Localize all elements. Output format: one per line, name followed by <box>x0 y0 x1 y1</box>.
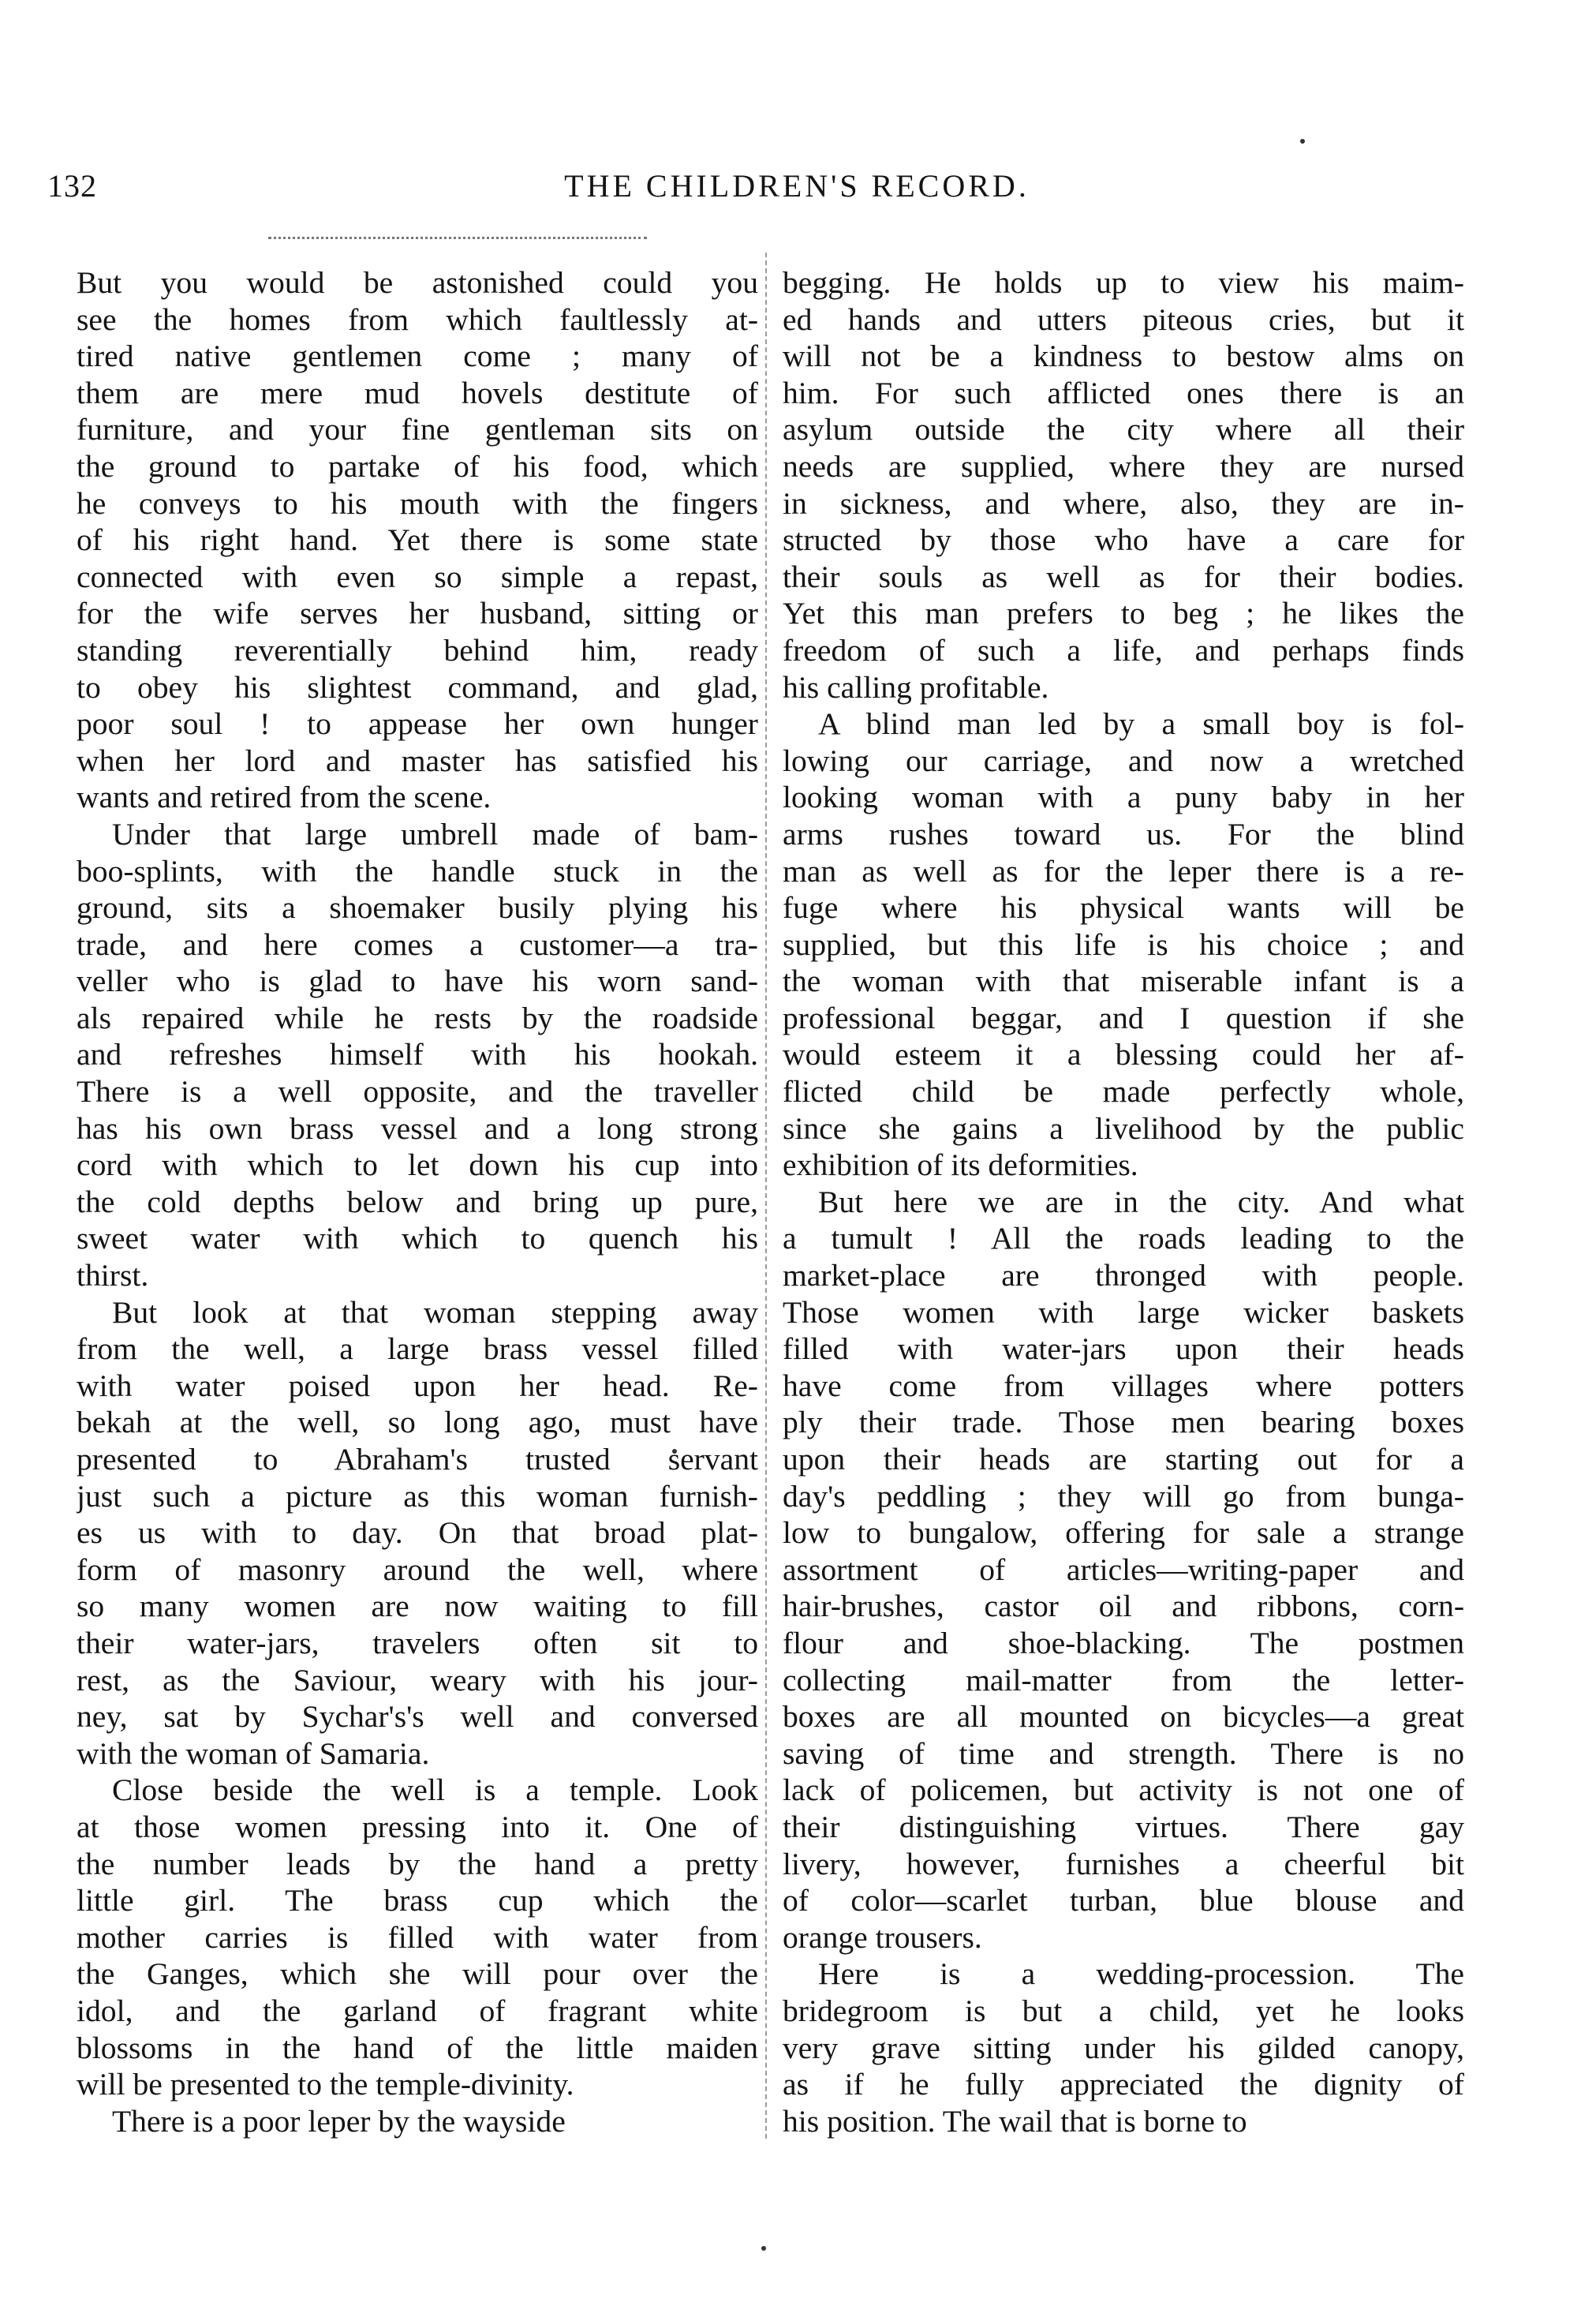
text-line: es us with to day. On that broad plat- <box>77 1515 758 1551</box>
text-line: orange trousers. <box>783 1919 982 1955</box>
text-line: wants and retired from the scene. <box>77 780 492 815</box>
text-line: thirst. <box>77 1258 149 1293</box>
text-line: structed by those who have a care for <box>783 522 1464 558</box>
text-line: for the wife serves her husband, sitting or <box>77 596 758 631</box>
text-line: have come from villages where potters <box>783 1368 1464 1403</box>
text-line: the woman with that miserable infant is a <box>783 964 1464 999</box>
text-line: freedom of such a life, and perhaps finds <box>783 632 1464 668</box>
text-line: sweet water with which to quench his <box>77 1221 758 1256</box>
text-line: filled with water-jars upon their heads <box>783 1331 1464 1367</box>
page-number: 132 <box>47 168 97 204</box>
text-line: flicted child be made perfectly whole, <box>783 1074 1464 1110</box>
text-line: arms rushes toward us. For the blind <box>783 816 1464 852</box>
text-line: trade, and here comes a customer—a tra- <box>77 926 758 962</box>
text-line: There is a well opposite, and the traveller <box>77 1074 758 1110</box>
text-line: boo-splints, with the handle stuck in the <box>77 853 758 889</box>
text-line: from the well, a large brass vessel filled <box>77 1331 758 1367</box>
text-line: Yet this man prefers to beg ; he likes the <box>783 596 1464 631</box>
text-line: of color—scarlet turban, blue blouse and <box>783 1883 1464 1918</box>
text-line: as if he fully appreciated the dignity of <box>783 2067 1464 2102</box>
paragraph <box>77 2103 758 2140</box>
decorative-speck <box>1300 139 1305 144</box>
text-line: at those women pressing into it. One of <box>77 1809 758 1844</box>
text-line: will not be a kindness to bestow alms on <box>783 339 1464 374</box>
text-line: assortment of articles—writing-paper and <box>783 1552 1464 1587</box>
page-header <box>47 167 1546 215</box>
text-line: als repaired while he rests by the roadside <box>77 1000 758 1035</box>
text-line: so many women are now waiting to fill <box>77 1589 758 1624</box>
text-line: begging. He holds up to view his maim- <box>783 265 1464 300</box>
paragraph <box>783 1184 1464 1956</box>
text-line: blossoms in the hand of the little maiden <box>77 2030 758 2065</box>
text-line: mother carries is filled with water from <box>77 1919 758 1955</box>
text-line: idol, and the garland of fragrant white <box>77 1993 758 2028</box>
text-line: see the homes from which faultlessly at- <box>77 301 758 337</box>
text-line: But look at that woman stepping away <box>112 1294 758 1330</box>
text-line: rest, as the Saviour, weary with his jour- <box>77 1662 758 1697</box>
text-line: little girl. The brass cup which the <box>77 1883 758 1918</box>
text-line: and refreshes himself with his hookah. <box>77 1037 758 1072</box>
text-line: ney, sat by Sychar's's well and conversed <box>77 1699 758 1735</box>
text-line: furniture, and your fine gentleman sits on <box>77 412 758 447</box>
text-line: fuge where his physical wants will be <box>783 890 1464 926</box>
text-line: his calling profitable. <box>783 669 1049 705</box>
text-line: their water-jars, travelers often sit to <box>77 1625 758 1660</box>
text-line: collecting mail-matter from the letter- <box>783 1662 1464 1697</box>
text-line: when her lord and master has satisfied his <box>77 743 758 778</box>
text-line: ed hands and utters piteous cries, but it <box>783 301 1464 337</box>
paragraph <box>783 706 1464 1184</box>
text-line: in sickness, and where, also, they are in- <box>783 485 1464 521</box>
text-line: lack of policemen, but activity is not one of <box>783 1772 1464 1808</box>
text-line: A blind man led by a small boy is fol- <box>818 706 1464 742</box>
text-line: since she gains a livelihood by the public <box>783 1110 1464 1146</box>
text-line: very grave sitting under his gilded canopy, <box>783 2030 1464 2065</box>
text-line: Under that large umbrell made of bam- <box>112 816 758 852</box>
text-line: bekah at the well, so long ago, must have <box>77 1405 758 1440</box>
text-line: market-place are thronged with people. <box>783 1258 1464 1293</box>
paragraph <box>783 1956 1464 2139</box>
text-line: hair-brushes, castor oil and ribbons, corn- <box>783 1589 1464 1624</box>
text-line: needs are supplied, where they are nursed <box>783 448 1464 484</box>
text-line: Close beside the well is a temple. Look <box>112 1772 758 1808</box>
decorative-speck <box>761 2246 766 2251</box>
text-line: asylum outside the city where all their <box>783 412 1464 447</box>
text-line: with the woman of Samaria. <box>77 1735 430 1771</box>
text-line: boxes are all mounted on bicycles—a great <box>783 1699 1464 1735</box>
text-line: would esteem it a blessing could her af- <box>783 1037 1464 1072</box>
text-line: ply their trade. Those men bearing boxes <box>783 1405 1464 1440</box>
text-line: a tumult ! All the roads leading to the <box>783 1221 1464 1256</box>
text-line: livery, however, furnishes a cheerful bit <box>783 1846 1464 1881</box>
text-line: the number leads by the hand a pretty <box>77 1846 758 1881</box>
text-line: lowing our carriage, and now a wretched <box>783 743 1464 778</box>
text-line: ground, sits a shoemaker busily plying his <box>77 890 758 926</box>
text-line: he conveys to his mouth with the fingers <box>77 485 758 521</box>
left-column <box>77 264 758 2139</box>
text-line: tired native gentlemen come ; many of <box>77 339 758 374</box>
column-divider <box>765 253 767 2139</box>
paragraph <box>783 264 1464 706</box>
text-line: the Ganges, which she will pour over the <box>77 1956 758 1992</box>
text-line: day's peddling ; they will go from bunga- <box>783 1478 1464 1514</box>
text-line: Here is a wedding-procession. The <box>818 1956 1464 1992</box>
text-line: poor soul ! to appease her own hunger <box>77 706 758 742</box>
text-line: their distinguishing virtues. There gay <box>783 1809 1464 1844</box>
text-line: has his own brass vessel and a long strong <box>77 1110 758 1146</box>
text-line: But you would be astonished could you <box>77 265 758 300</box>
text-line: standing reverentially behind him, ready <box>77 632 758 668</box>
paragraph <box>77 1772 758 2102</box>
text-line: bridegroom is but a child, yet he looks <box>783 1993 1464 2028</box>
text-line: man as well as for the leper there is a re- <box>783 853 1464 889</box>
text-line: There is a poor leper by the wayside <box>112 2103 566 2139</box>
text-line: to obey his slightest command, and glad, <box>77 669 758 705</box>
text-line: cord with which to let down his cup into <box>77 1147 758 1183</box>
text-line: him. For such afflicted ones there is an <box>783 375 1464 410</box>
paragraph <box>77 816 758 1294</box>
text-line: professional beggar, and I question if she <box>783 1000 1464 1035</box>
right-column <box>783 264 1464 2139</box>
text-line: Those women with large wicker baskets <box>783 1294 1464 1330</box>
text-line: their souls as well as for their bodies. <box>783 559 1464 594</box>
text-line: just such a picture as this woman furnish- <box>77 1478 758 1514</box>
text-line: form of masonry around the well, where <box>77 1552 758 1587</box>
paragraph <box>77 1294 758 1772</box>
header-rule <box>268 237 647 239</box>
text-line: presented to Abraham's trusted servant <box>77 1442 758 1477</box>
text-line: flour and shoe-blacking. The postmen <box>783 1625 1464 1660</box>
text-line: veller who is glad to have his worn sand- <box>77 964 758 999</box>
text-line: But here we are in the city. And what <box>818 1184 1464 1219</box>
text-line: connected with even so simple a repast, <box>77 559 758 594</box>
text-line: will be presented to the temple-divinity. <box>77 2067 574 2102</box>
text-line: the ground to partake of his food, which <box>77 448 758 484</box>
text-line: supplied, but this life is his choice ; and <box>783 926 1464 962</box>
text-line: upon their heads are starting out for a <box>783 1442 1464 1477</box>
text-line: saving of time and strength. There is no <box>783 1735 1464 1771</box>
text-line: his position. The wail that is borne to <box>783 2103 1247 2139</box>
text-line: them are mere mud hovels destitute of <box>77 375 758 410</box>
text-line: of his right hand. Yet there is some state <box>77 522 758 558</box>
text-line: exhibition of its deformities. <box>783 1147 1138 1183</box>
running-head: THE CHILDREN'S RECORD. <box>564 168 1030 204</box>
text-line: looking woman with a puny baby in her <box>783 780 1464 815</box>
text-line: the cold depths below and bring up pure, <box>77 1184 758 1219</box>
text-line: with water poised upon her head. Re- <box>77 1368 758 1403</box>
paragraph <box>77 264 758 816</box>
text-line: low to bungalow, offering for sale a strange <box>783 1515 1464 1551</box>
